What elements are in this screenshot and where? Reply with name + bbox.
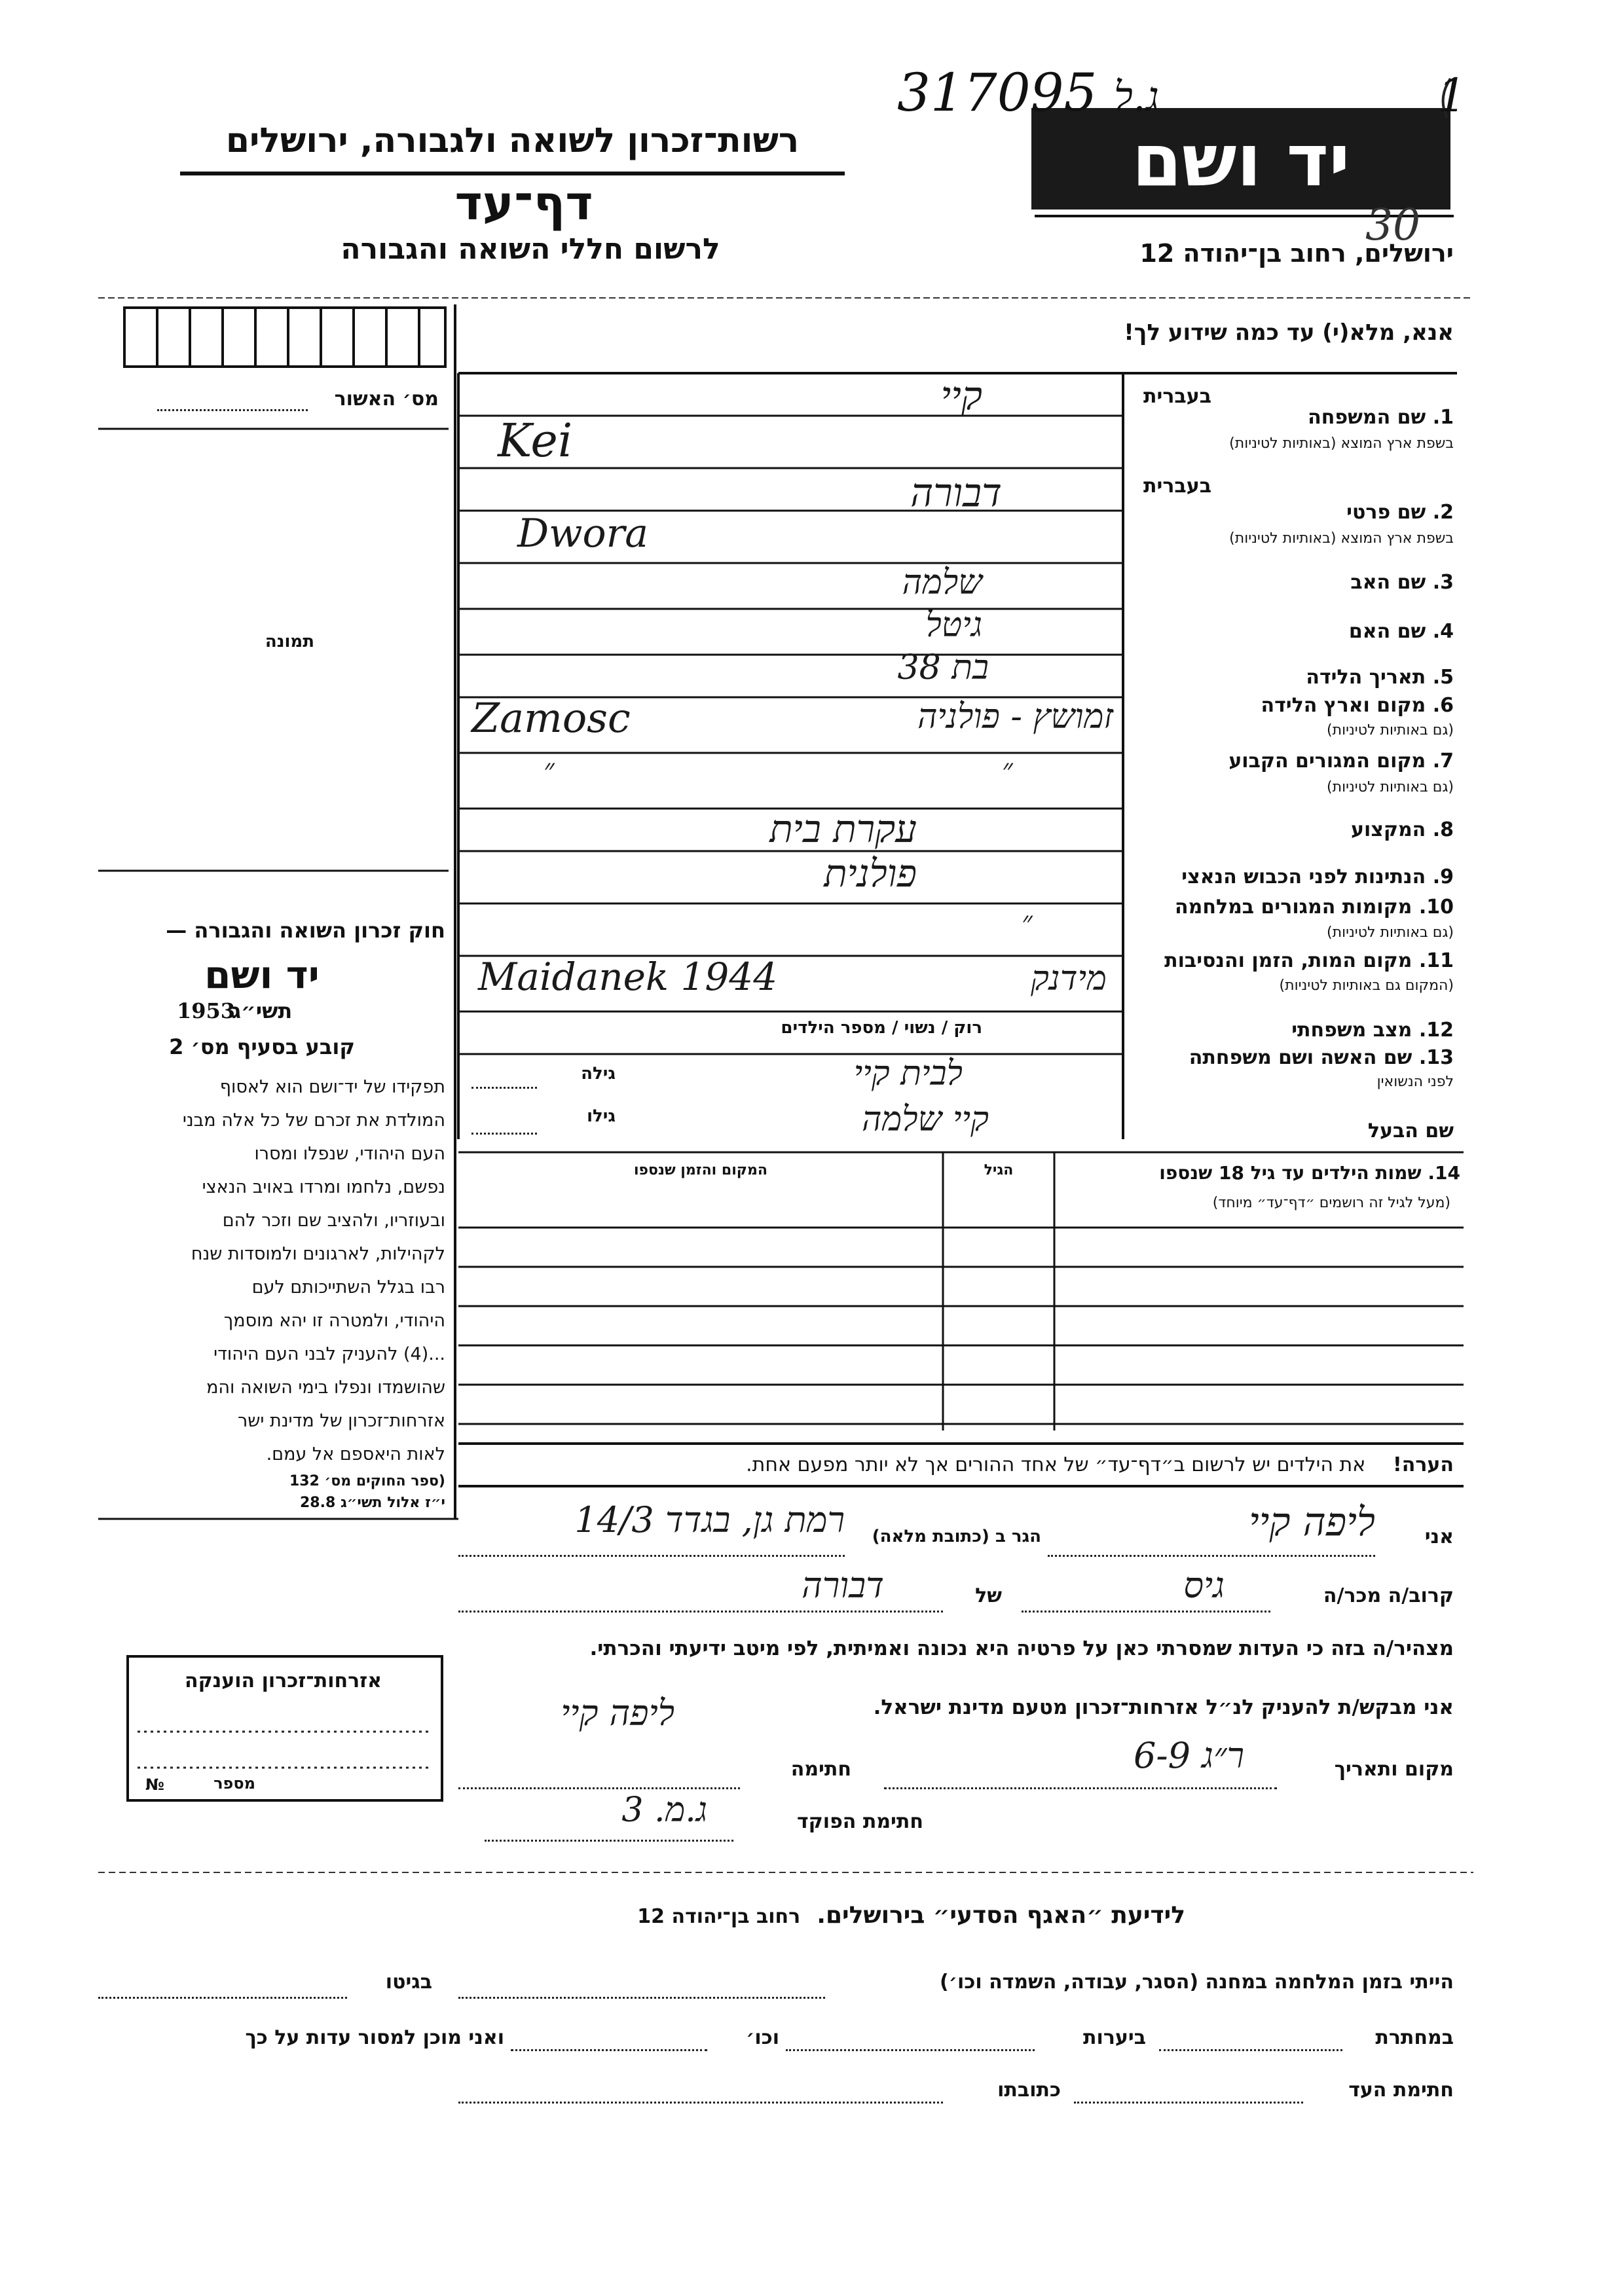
footer-underground-input[interactable]: [1159, 2049, 1342, 2051]
field-13-age-label: גילה: [581, 1064, 616, 1084]
field-1-lat-value[interactable]: Kei: [498, 414, 573, 467]
field-5-label: 5. תאריך הלידה: [1306, 666, 1454, 689]
decl-officer-label: חתימת הפוקד: [797, 1810, 923, 1833]
field-13-sub: לפני הנשואין: [1376, 1074, 1454, 1090]
hebrew-label-2: בעברית: [1143, 475, 1211, 498]
note: הערה! את הילדים יש לרשום ב״דף־עד״ של אחד ההורים אך לא יותר מפעם אחת.: [746, 1453, 1454, 1476]
footer-line-2a: במחתרת: [1375, 2026, 1454, 2049]
field-6-lat-value[interactable]: Zamosc: [471, 694, 631, 742]
decl-officer-value[interactable]: ג.מ. 3: [621, 1791, 707, 1830]
footer-ghetto-input[interactable]: [98, 1997, 347, 1999]
footer-line-2b: ביערות: [1083, 2026, 1146, 2049]
law-year-heb: תשי״ג: [231, 998, 293, 1023]
law-title: חוק זכרון השואה והגבורה —: [166, 918, 445, 943]
decl-relation-value[interactable]: גיס: [1183, 1565, 1225, 1606]
field-10-label: 10. מקומות המגורים במלחמה: [1175, 896, 1454, 919]
approval-label: מס׳ האשור: [334, 388, 439, 410]
footer-title: לידיעת ״האגף הסדעי״ בירושלים. רחוב בן־יהודה 12: [637, 1902, 1185, 1929]
decl-place-date-label: מקום ותאריך: [1334, 1758, 1454, 1781]
decl-of-label: של: [975, 1584, 1002, 1607]
field-7-mark-right[interactable]: ״: [1002, 753, 1013, 786]
footer-line-1b: בגיטו: [385, 1971, 432, 1994]
field-2-lat-value[interactable]: Dwora: [517, 511, 649, 556]
page-title: דף־עד: [454, 175, 593, 230]
field-13-age-input[interactable]: [471, 1087, 537, 1089]
field-10-value[interactable]: ״: [1022, 905, 1033, 939]
field-11-heb-value[interactable]: מידנק: [1030, 959, 1107, 998]
field-13-value[interactable]: לבית קיי: [853, 1054, 963, 1093]
decl-name-line: [1048, 1555, 1375, 1557]
husband-value[interactable]: קיי שלמה: [861, 1100, 989, 1139]
archive-number: 317095 ג.ל: [897, 62, 1160, 123]
field-14-label: 14. שמות הילדים עד גיל 18 שנספו: [1159, 1162, 1460, 1184]
footer-line-1a: הייתי בזמן המלחמה במחנה (הסגר, עבודה, השמדה וכו׳): [940, 1971, 1454, 1994]
law-clause: קובע בסעיף מס׳ 2: [169, 1034, 355, 1059]
field-11-lat-value[interactable]: Maidanek 1944: [478, 955, 778, 999]
field-6-sub: (גם באותיות לטיניות): [1327, 722, 1454, 738]
field-4-label: 4. שם האם: [1348, 620, 1454, 643]
decl-place-date-line: [884, 1787, 1277, 1789]
field-6-heb-value[interactable]: זמושץ - פולניה: [917, 697, 1113, 737]
law-year: 1953: [177, 998, 236, 1023]
footer-line-3a: חתימת העד: [1348, 2079, 1454, 2102]
field-9-value[interactable]: פולנית: [824, 851, 917, 896]
law-source: (ספר החוקים מס׳ 132: [289, 1473, 445, 1489]
field-1-heb-value[interactable]: קיי: [940, 373, 982, 419]
field-11-label: 11. מקום המות, הזמן והנסיבות: [1164, 949, 1454, 972]
yad-vashem-logo: יד ושם: [1132, 118, 1350, 202]
decl-statement-2: אני מבקש/ת להעניק לנ״ל אזרחות־זכרון מטעם מדינת ישראל.: [873, 1696, 1454, 1719]
hebrew-label-1: בעברית: [1143, 385, 1211, 408]
footer-etc-input[interactable]: [511, 2049, 707, 2051]
field-2-sub: בשפת ארץ המוצא (באותיות לטיניות): [1229, 530, 1454, 547]
decl-signature-line: [458, 1787, 740, 1789]
footer-line-3b: כתובתו: [997, 2079, 1061, 2102]
field-5-value[interactable]: בת 38: [897, 648, 989, 687]
stamp-number-label: מספר: [213, 1774, 255, 1793]
husband-label: שם הבעל: [1367, 1120, 1454, 1142]
footer-line-2c: וכו׳: [746, 2026, 779, 2049]
authority-name: רשות־זכרון לשואה ולגבורה, ירושלים: [225, 121, 800, 160]
children-age-header: הגיל: [984, 1162, 1014, 1178]
field-1-sub: בשפת ארץ המוצא (באותיות לטיניות): [1229, 435, 1454, 452]
field-12-label: 12. מצב משפחתי: [1291, 1019, 1454, 1042]
decl-signature-value[interactable]: ליפה קיי: [561, 1692, 674, 1734]
field-12-options[interactable]: רוק / נשוי / מספר הילדים: [781, 1018, 982, 1038]
footer-line-2d: ואני מוכן למסור עדות על כך: [245, 2026, 504, 2049]
field-3-value[interactable]: שלמה: [902, 563, 982, 602]
field-7-sub: (גם באותיות לטיניות): [1327, 779, 1454, 795]
decl-relative-label: קרוב/ה מכר/ה: [1323, 1584, 1454, 1607]
footer-witness-signature-input[interactable]: [1074, 2102, 1303, 2104]
law-source-date: י״ז אלול תשי״ג 28.8: [300, 1495, 445, 1511]
corner-mark: 1: [1437, 69, 1467, 122]
children-place-header: המקום והזמן שנספו: [634, 1162, 767, 1178]
page-subtitle: לרשום חללי השואה והגבורה: [341, 232, 720, 266]
field-7-mark-left[interactable]: ״: [544, 753, 555, 786]
field-3-label: 3. שם האב: [1350, 571, 1454, 594]
decl-officer-line: [485, 1840, 733, 1842]
field-1-label: 1. שם המשפחה: [1308, 406, 1454, 429]
stamp-title: אזרחות־זכרון הוענקה: [184, 1669, 382, 1692]
field-8-value[interactable]: עקרת בית: [769, 807, 917, 851]
approval-field[interactable]: [157, 409, 308, 411]
address: ירושלים, רחוב בן־יהודה 12: [1139, 239, 1454, 268]
field-6-label: 6. מקום וארץ הלידה: [1261, 694, 1454, 717]
decl-of-line: [458, 1611, 943, 1613]
decl-resident-label: הגר ב (כתובת מלאה): [872, 1527, 1041, 1546]
decl-place-date-value[interactable]: ר״ג 6-9: [1134, 1735, 1244, 1776]
decl-relation-line: [1022, 1611, 1270, 1613]
field-2-label: 2. שם פרטי: [1346, 501, 1454, 524]
photo-label: תמונה: [265, 632, 314, 651]
decl-ani: אני: [1424, 1525, 1454, 1548]
side-number: 30: [1365, 200, 1420, 250]
law-text: תפקידו של יד־ושם הוא לאסוף המולדת את זכרם של כל אלה מבני העם היהודי, שנפלו ומסרו נפשם, נלחמו ומרדו באויב הנאצי ובעוזריו, ולהציב שם וזכר להם לקהילות, לארגונים ולמוסדות שנח רבו בגלל השתייכותם לעם היהודי, ולמטרה זו יהא מוסמך ...(4) להעניק לבני העם היהודי שהושמדו ונפלו בימי השואה והמ אזרחות־זכרון של מדינת ישר לאות היאספם אל עמם.: [182, 1077, 445, 1465]
field-8-label: 8. המקצוע: [1350, 818, 1454, 841]
husband-age-input[interactable]: [471, 1133, 537, 1135]
decl-of-value[interactable]: דבורה: [802, 1565, 884, 1606]
field-2-heb-value[interactable]: דבורה: [910, 470, 1002, 516]
field-10-sub: (גם באותיות לטיניות): [1327, 924, 1454, 941]
field-11-sub: (המקום גם באותיות לטיניות): [1279, 977, 1454, 994]
footer-camp-input[interactable]: [458, 1997, 825, 1999]
husband-age-label: גילו: [587, 1106, 616, 1126]
decl-signature-label: חתימה: [790, 1758, 851, 1781]
law-org: יד ושם: [204, 953, 320, 997]
field-13-label: 13. שם האשה ושם משפחתה: [1189, 1046, 1454, 1069]
stamp-no: №: [145, 1776, 164, 1794]
decl-statement-1: מצהיר/ה בזה כי העדות שמסרתי כאן על פרטיה היא נכונה ואמיתית, לפי מיטב ידיעתי והכרתי.: [589, 1637, 1454, 1660]
decl-address-value[interactable]: רמת גן, בגדד 14/3: [574, 1499, 845, 1540]
footer-witness-address-input[interactable]: [458, 2102, 943, 2104]
field-7-label: 7. מקום המגורים הקבוע: [1228, 750, 1454, 773]
field-14-sub: (מעל לגיל זה רושמים ״דף־עד״ מיוחד): [1212, 1195, 1450, 1211]
footer-forests-input[interactable]: [786, 2049, 1035, 2051]
field-9-label: 9. הנתינות לפני הכבוש הנאצי: [1181, 866, 1454, 888]
field-4-value[interactable]: גיטל: [925, 606, 982, 645]
decl-name-value[interactable]: ליפה קיי: [1248, 1499, 1375, 1545]
instruction: אנא, מלא(י) עד כמה שידוע לך!: [1124, 319, 1454, 346]
decl-address-line: [458, 1555, 845, 1557]
